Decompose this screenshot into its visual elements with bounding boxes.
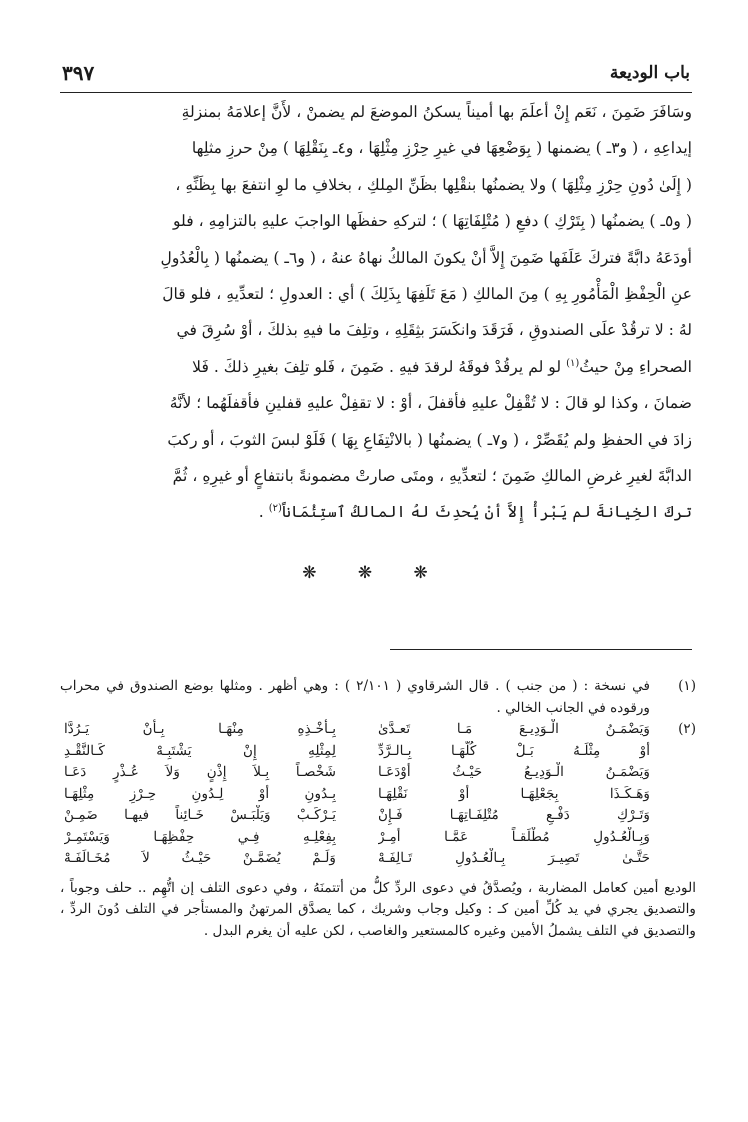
verse-first-half: حَتَّـىٰ تَصِيـرَ بِـالْعُـدُولِ تَـالِفَـهْ [378, 850, 650, 866]
verse-second-half: يَـرْكَـبْ وَيَلْبَـسْ خَـائِناً فيهـا ضَمِـنْ [64, 807, 336, 823]
text-line [60, 494, 692, 530]
verse-second-half: لِمِثْلِهِ إِنْ يَشْتَبِـهْ كَـالنَّقْـدِ [64, 742, 336, 759]
verse [60, 848, 650, 870]
verse-second-half: بِفِعْلِـهِ فِـي حِفْظِهَـا وَيَسْتَمِـرْ [64, 828, 336, 845]
footnote-text: في نسخة : ( من جنب ) . قال الشرقاوي ( ٢/١٠١ ) : وهي أظهر . ومثلها بوضع الصندوق في محراب ورقوده في الجانب الخالي . [60, 678, 650, 716]
text-line: ضمانَ ، وكذا لو قالَ : لا تُقْفِلْ عليهِ فأقفلَ ، أوْ : لا تقفِلْ عليهِ قفلينِ فأقفلَهُما ؛ لأنَّهُ [169, 394, 692, 413]
main-text [60, 94, 692, 531]
verse-first-half: وَتَـرْكِ دَفْـعِ مُتْلِفَـاتِهَـا فَـإِنْ [378, 807, 650, 823]
footnote-prose: الوديع أمين كعامل المضاربة ، ويُصدَّقُ في دعوى الردِّ كلُّ من أتتمنَهُ ، وفي دعوى التلف إن اتُّهِم .. حلف وجوباً ، والتصديق يجري في يد كُلِّ أمين كـ : وكيل وجاب وشريك ، كما يصدَّق المرتهنُ والمستأجر في التلف دُونَ الردِّ ، والتصديق في التلف يشملُ الأمين وغيره كالمستعير والغاصب ، لكن عليه أن يغرم البدل . [60, 879, 696, 939]
footnote-1 [60, 676, 696, 719]
footnote-number: (٢) [678, 721, 696, 737]
text-line: وسَافَرَ ضَمِنَ ، نَعَم إِنْ أعلَمَ بها أميناً يسكنُ الموضعَ لم يضمنْ ، لأَنَّ إعلامَهُ بمنزلةِ [181, 103, 692, 121]
verse-second-half: وَلَـمْ يُضَمَّـنْ حَيْـثُ لاَ مُخَـالَفَـهْ [64, 850, 336, 866]
text-line: أودَعَهُ دابَّةً فتركَ عَلَفَها ضَمِنَ إِلاَّ أنْ يكونَ المالكُ نهاهُ عنهُ ، ( و٦ـ ) يضمنُها ( بِالْعُدُولِ [160, 248, 692, 267]
text-line: عنِ الْحِفْظِ الْمَأْمُورِ بِهِ ) مِنَ المالكِ ( مَعَ تَلَفِهَا بِذَلِكَ ) أي : العدولِ ؛ لتعدِّيهِ ، فلو قالَ [162, 285, 692, 304]
text-line: لهُ : لا ترقُدْ علَى الصندوقِ ، فَرَقَدَ وانكَسَرَ بثِقَلِهِ ، وتلِفَ ما فيهِ بذلكَ ، أوْ سُرِقَ في [176, 321, 692, 340]
verse-first-half: أَوْ مِثْلَـهُ بَـلْ كُلَّهَـا بِـالـرَّدِّ [378, 742, 650, 759]
verse-second-half: شَخْصـاً بِـلاَ إِذْنٍ وَلاَ عُـذْرٍ دَعَـا [64, 764, 336, 780]
text-line: الدابَّةَ لغيرِ غرضِ المالكِ ضَمِنَ ؛ لتعدِّيهِ ، ومتَى صارتْ مضمونةً بانتفاعٍ أو غيرِهِ ، ثُمَّ [172, 467, 692, 486]
verse [60, 784, 650, 806]
text-line [60, 349, 692, 385]
footnote-ref-1: (١) [566, 357, 580, 369]
poem [60, 719, 650, 870]
verse [60, 741, 650, 763]
footnote-divider [390, 649, 692, 650]
footnote-body [60, 719, 650, 870]
footnotes [60, 676, 696, 942]
page-header [62, 58, 690, 88]
verse [60, 805, 650, 827]
chapter-title: باب الوديعة [609, 63, 690, 83]
text-segment: تركَ الخِيانةَ لم يَبْرأْ إِلاَّ أنْ يُحدِثَ لهُ المالكُ ٱستِئْمَاناً [281, 503, 692, 522]
verse-second-half: بِـدُونِ أَوْ لِـدُونِ حِـرْزِ مِثْلِهَـا [64, 785, 336, 802]
text-segment: لو لم يرقُدْ فوقَهُ لرقدَ فيهِ . ضَمِنَ ، فَلو تلِفَ بغيرِ ذلكَ . فَلا [192, 357, 562, 376]
text-line: إيداعِهِ ، ( و٣ـ ) يضمنها ( بِوَضْعِهَا في غيرِ حِرْزِ مِثْلِهَا ، و٤ـ بِنَقْلِهَا ) مِنْ حرزِ مثلِها [191, 139, 692, 158]
section-separator: ❋ ❋ ❋ [302, 563, 446, 583]
verse-first-half: وَبِـالْعُـدُولِ مُطْلَقـاً عَمَّـا أُمِـرْ [378, 828, 650, 845]
header-divider [60, 92, 692, 93]
footnote-number: (١) [678, 678, 696, 694]
verse-second-half: بِـأَخْـذِهِ مِنْهَـا بِـأَنْ يَـرُدَّا [64, 721, 336, 737]
verse [60, 827, 650, 849]
verse [60, 762, 650, 784]
verse-first-half: وَيَضْمَـنُ الْـوَدِيـعَ مَـا تَعـدَّىٰ [378, 721, 650, 737]
verse [60, 719, 650, 741]
verse-first-half: وَيَضْمَـنُ الْـوَدِيـعُ حَيْـثُ أَوْدَعَـا [378, 764, 650, 780]
text-segment: الصحراءِ مِنْ حيثُ [579, 357, 692, 376]
text-segment: . [258, 503, 269, 522]
text-line: ( إِلَىٰ دُونِ حِرْزِ مِثْلِهَا ) ولا يضمنُها بنقْلِها بظَنِّ المِلكِ ، بخلافِ ما لوِ انتفعَ بها بِظَنِّهِ ، [175, 175, 692, 194]
footnote-ref-2: (٢) [268, 503, 282, 515]
page-number: ٣٩٧ [62, 61, 95, 85]
verse-first-half: وَهَـكَـذَا بِجَعْلِهَـا أَوْ نَقْلِهَـا [378, 785, 650, 802]
text-line: ( و٥ـ ) يضمنُها ( بِتَرْكِ ) دفعِ ( مُتْلِفَاتِهَا ) ؛ لتركهِ حفظَها الواجبَ عليهِ بالتزامِهِ ، فلو [172, 212, 692, 231]
footnote-2 [60, 719, 696, 870]
text-line: زادَ في الحفظِ ولم يُقَصِّرْ ، ( و٧ـ ) يضمنُها ( بالانْتِفَاعِ بِهَا ) فَلَوْ لبسَ الثوبَ ، أو ركبَ [167, 430, 692, 449]
